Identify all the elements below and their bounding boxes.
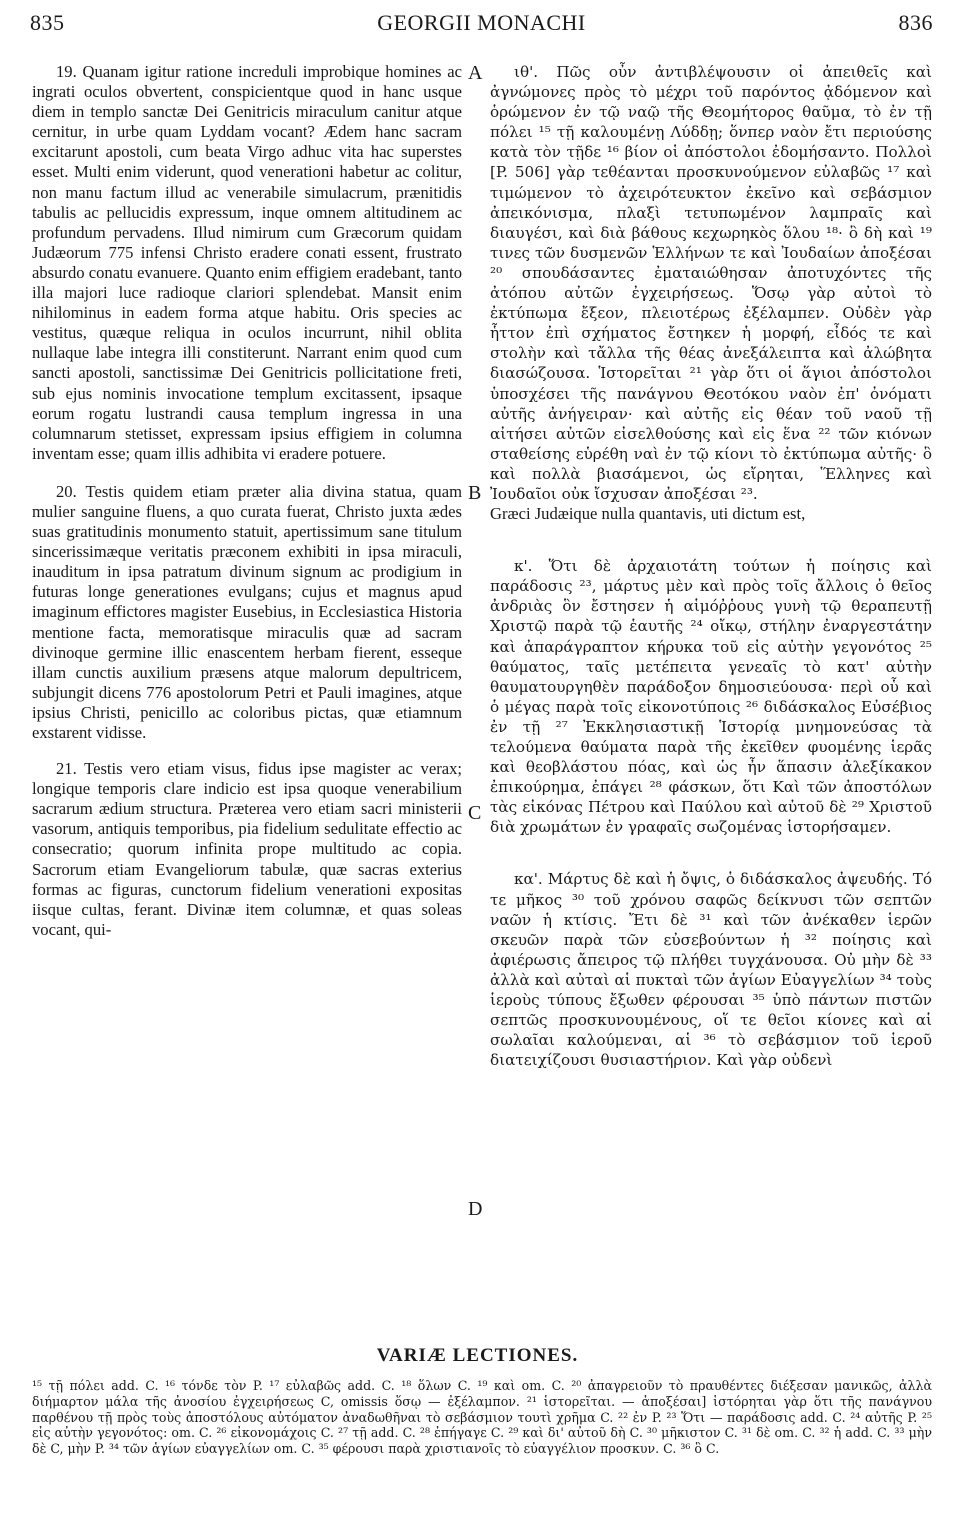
running-title: GEORGII MONACHI (377, 10, 586, 35)
margin-letter-d: D (468, 1198, 483, 1220)
page-number-left: 835 (30, 10, 65, 35)
greek-paragraph-19: ιθ'. Πῶς οὖν ἀντιβλέψουσιν οἱ ἀπειθεῖς καὶ ἀγνώμονες πρὸς τὸ μέχρι τοῦ παρόντος ᾀδόμενον καὶ ὁρώμενον ἐν τῷ ναῷ τῆς Θεομήτορος θαῦμα, τὸ ἐν τῇ πόλει ¹⁵ τῇ καλουμένῃ Λύδδῃ; ὅνπερ ναὸν ἔτι περιούσης κατὰ τὸν τῇδε ¹⁶ βίον οἱ ἀπόστολοι ἐδομήσαντο. Πολλοὶ [P. 506] γὰρ τεθέανται προσκυνούμενον εὐλαβῶς ¹⁷ καὶ τιμώμενον τὸ ἀχειρότευκτον ἐκεῖνο καὶ σεβάσμιον ἀπεικόνισμα, πλαξὶ τετυπωμένον λαμπραῖς καὶ διαυγέσι, καὶ διὰ βάθους κεχωρηκὸς ὅλου ¹⁸· ὃ δὴ καὶ ¹⁹ τινες τῶν δυσμενῶν Ἑλλήνων τε καὶ Ἰουδαίων ἀποξέσαι ²⁰ σπουδάσαντες ἐματαιώθησαν ἀποτυχόντες τῆς ἀτόπου αὐτῶν ἐγχειρήσεως. Ὅσῳ γὰρ αὐτοὶ τὸ ἐκτύπωμα ἔξεον, πλειοτέρως ἐξέλαμπεν. Οὐδὲν γὰρ ἧττον ἐπὶ σχήματος ἔστηκεν ἡ μορφή, εἶδός τε καὶ στολὴν καὶ τἄλλα τῆς θέας ἀνεξάλειπτα καὶ ἀλώβητα διασώζουσα. Ἱστορεῖται ²¹ γὰρ ὅτι οἱ ἅγιοι ἀπόστολοι ὑποσχέσει τῆς πανάγνου Θεοτόκου ναὸν ἐπ' ὀνόματι αὐτῆς ἀνήγειραν· καὶ αὐτῆς εἰς θέαν τοῦ ναοῦ τῇ αἰτήσει αὐτῶν εἰσελθούσης καὶ εἰς ἕνα ²² τῶν κιόνων σταθείσης εὑρέθη ναὶ ἐν τῷ κίονι τὸ ἐκτύπωμα αὐτῆς· ὃ καὶ πολλὰ βιασάμενοι, ὡς εἴρηται, Ἕλληνες καὶ Ἰουδαῖοι οὐκ ἴσχυσαν ἀποξέσαι ²³. (490, 63, 932, 503)
variae-lectiones (32, 1378, 932, 1457)
greek-paragraph-20: κ'. Ὅτι δὲ ἀρχαιοτάτη τούτων ἡ ποίησις καὶ παράδοσις ²³, μάρτυς μὲν καὶ πρὸς τοῖς ἄλλοις ὁ θεῖος ἀνδριὰς ὃν ἔστησεν ἡ αἱμόῤῥους γυνὴ τῷ θεραπευτῇ Χριστῷ παρὰ τῷ ἑαυτῆς ²⁴ οἴκῳ, στήλην ἐναργεστάτην καὶ ἀπαράγραπτον κήρυκα τοῦ εἰς αὐτὴν γεγονότος ²⁵ θαύματος, ταῖς μετέπειτα γενεαῖς τὸ κατ' αὐτὴν θαυματουργηθὲν παράδοξον δημοσιεύουσα· περὶ οὗ καὶ ὁ μέγας παρὰ τοῖς εἰκονοτύποις ²⁶ διδάσκαλος Εὐσέβιος ἐν τῇ ²⁷ Ἐκκλησιαστικῇ Ἱστορίᾳ μνημονεύσας τὰ τελούμενα θαύματα παρὰ τῆς ἐκεῖθεν φυομένης ἱερᾶς καὶ θεοβλάστου πόας, καὶ ὡς ἦν ἅπασιν ἀλεξίκακον ἐπικούρημα, ἐπάγει ²⁸ φάσκων, ὅτι Καὶ τῶν ἀποστόλων τὰς εἰκόνας Πέτρου καὶ Παύλου καὶ αὐτοῦ δὲ ²⁹ Χριστοῦ διὰ χρωμάτων ἐν γραφαῖς σωζομένας ἱστορήσαμεν. (490, 557, 932, 837)
latin-paragraph-19: 19. Quanam igitur ratione increduli improbique homines ac ingrati oculos obvertent, conspicientque quod in hanc usque diem in templo sanctæ Dei Genitricis miraculum canitur atque cernitur, in urbe quam Lyddam vocant? Ædem hanc sacram excitarunt apostoli, cum beata Virgo adhuc vita hac superstes esset. Multi enim viderunt, quod venerationi habetur ac colitur, non manu factum illud ac venerabile simulacrum, prænitidis tabulis ac pellucidis expressum, inque omnem altitudinem ac profundum pervadens. Illud nimirum cum Græcorum quidam Judæorum 775 infensi Christo eradere conati essent, frustrato absurdo conatu evanuere. Quanto enim effigiem eradebant, tanto illa majori luce radioque clariori splendebat. Mansit enim nihilominus in eadem forma atque habitu. Oris species ac vestitus, quæque reliqua in oculos incurrunt, nihil oblita nullaque labe integra illi constiterunt. Narrant enim quod cum sancti apostoli, sanctissimæ Dei Genitricis pollicitatione freti, sub ejus nominis invocatione templum excitassent, ipsaque eorum rogatu lustrandi causa templum ingressa in una columnarum stetisset, expressam ipsius effigiem in columna inventam esse; quam illis adhibita vi eradere potuere. (32, 62, 462, 463)
variae-lectiones-heading: VARIÆ LECTIONES. (376, 1345, 579, 1366)
margin-letter-c: C (468, 802, 482, 824)
latin-paragraph-21: 21. Testis vero etiam visus, fidus ipse magister ac verax; longique temporis clare indicio est ipsa quoque venerabilium sacrarum ædium structura. Præterea vero etiam sacri ministerii vasorum, antiquis temporibus, pia fidelium sedulitate effectio ac consecratio; quorum infinita prope multitudo ac copia. Sacrorum etiam Evangeliorum tabulæ, quæ sacras exterius formas ac figuras, cunctorum fidelium venerationi expositas iisque cultas, ferant. Divinæ item columnæ, et quas soleas vocant, qui- (32, 759, 462, 939)
page-header (30, 4, 933, 34)
margin-letter-a: A (468, 62, 483, 84)
variae-lectiones-text: ¹⁵ τῇ πόλει add. C. ¹⁶ τόνδε τὸν P. ¹⁷ εὐλαβῶς add. C. ¹⁸ ὅλων C. ¹⁹ καὶ om. C. ²⁰ ἀπαγρειοῦν τὸ πραυθέντες διέξεσαν μανικῶς, ἀλλὰ διήμαρτον μάλα τῆς ἀνοσίου ἐγχειρήσεως C, omissis ὅσῳ — ἐξέλαμπον. ²¹ ἱστορεῖται. — ἀποξέσαι] ἱστόρηται γὰρ ὅτι τῆς πανάγνου παρθένου τῇ πρὸς τοὺς ἀποστόλους αὐτόματον ἀναδωθῆναι τὸ σεβάσμιον τουτὶ χρῆμα C. ²² ἐν P. ²³ Ὅτι — παράδοσις add. C. ²⁴ αὐτῆς P. ²⁵ εἰς αὐτὴν γεγονότος: om. C. ²⁶ εἰκονομάχοις C. ²⁷ τῇ add. C. ²⁸ ἐπήγαγε C. ²⁹ καὶ δι' αὐτοῦ δὴ C. ³⁰ μῆκιστον C. ³¹ δὲ om. C. ³² ἡ add. C. ³³ μὴν δὲ C, μὴν P. ³⁴ τῶν ἁγίων εὐαγγελίων om. C. ³⁵ φέρουσι παρὰ χριστιανοῖς τὸ εὐαγγέλιον προσκυν. C. ³⁶ ὃ C. (32, 1378, 932, 1457)
latin-column (32, 62, 462, 940)
greek-paragraph-21: κα'. Μάρτυς δὲ καὶ ἡ ὄψις, ὁ διδάσκαλος ἀψευδής. Τό τε μῆκος ³⁰ τοῦ χρόνου σαφῶς δείκνυσι τῶν σεπτῶν ναῶν ἡ κτίσις. Ἔτι δὲ ³¹ καὶ τῶν ἀνέκαθεν ἱερῶν σκευῶν παρὰ τῶν εὐσεβούντων ἡ ³² ποίησις καὶ ἀφιέρωσις ἄπειρος τῷ πλήθει τυγχάνουσα. Οὐ μὴν δὲ ³³ ἀλλὰ καὶ αὐταὶ αἱ πυκταὶ τῶν ἁγίων Εὐαγγελίων ³⁴ τοὺς ἱεροὺς τύπους ἔξωθεν φέρουσαι ³⁵ ὑπὸ πάντων πιστῶν σεπτῶς προσκυνουμένους, οἵ τε θεῖοι κίονες καὶ αἱ σωλαῖαι καλούμεναι, αἱ ³⁶ τὸ σεβάσμιον τοῦ ἱεροῦ διατειχίζουσι θυσιαστήριον. Καὶ γὰρ οὐδενὶ (490, 870, 932, 1070)
margin-letter-b: B (468, 482, 482, 504)
page-number-right: 836 (898, 10, 933, 35)
latin-paragraph-20: 20. Testis quidem etiam præter alia divina statua, quam mulier sanguine fluens, a quo curata fuerat, Christo juxta ædes suas gratitudinis monumento statuit, apertissimum sane titulum sincerissimæque veritatis præconem exhibiti in ipsa miraculi, inauditum in ipsa patratum divinum signum ac prodigium in futuras longe generationes evulgans; cujus et magnus apud imaginum effictores magister Eusebius, in Ecclesiastica Historia mentione facta, memoratisque miraculis quæ ad sacram divinoque germine illic enascentem herbam fierent, esseque illam cunctis auxilium præsens atque malorum depultricem, subjungit dicens 776 apostolorum Petri et Pauli imagines, atque ipsius Christi, penicillo ac coloribus pictas, quæ etiamnum exstarent vidisse. (32, 481, 462, 742)
latin-gloss-line: Græci Judæique nulla quantavis, uti dictum est, (490, 504, 806, 524)
greek-column (490, 62, 932, 1070)
